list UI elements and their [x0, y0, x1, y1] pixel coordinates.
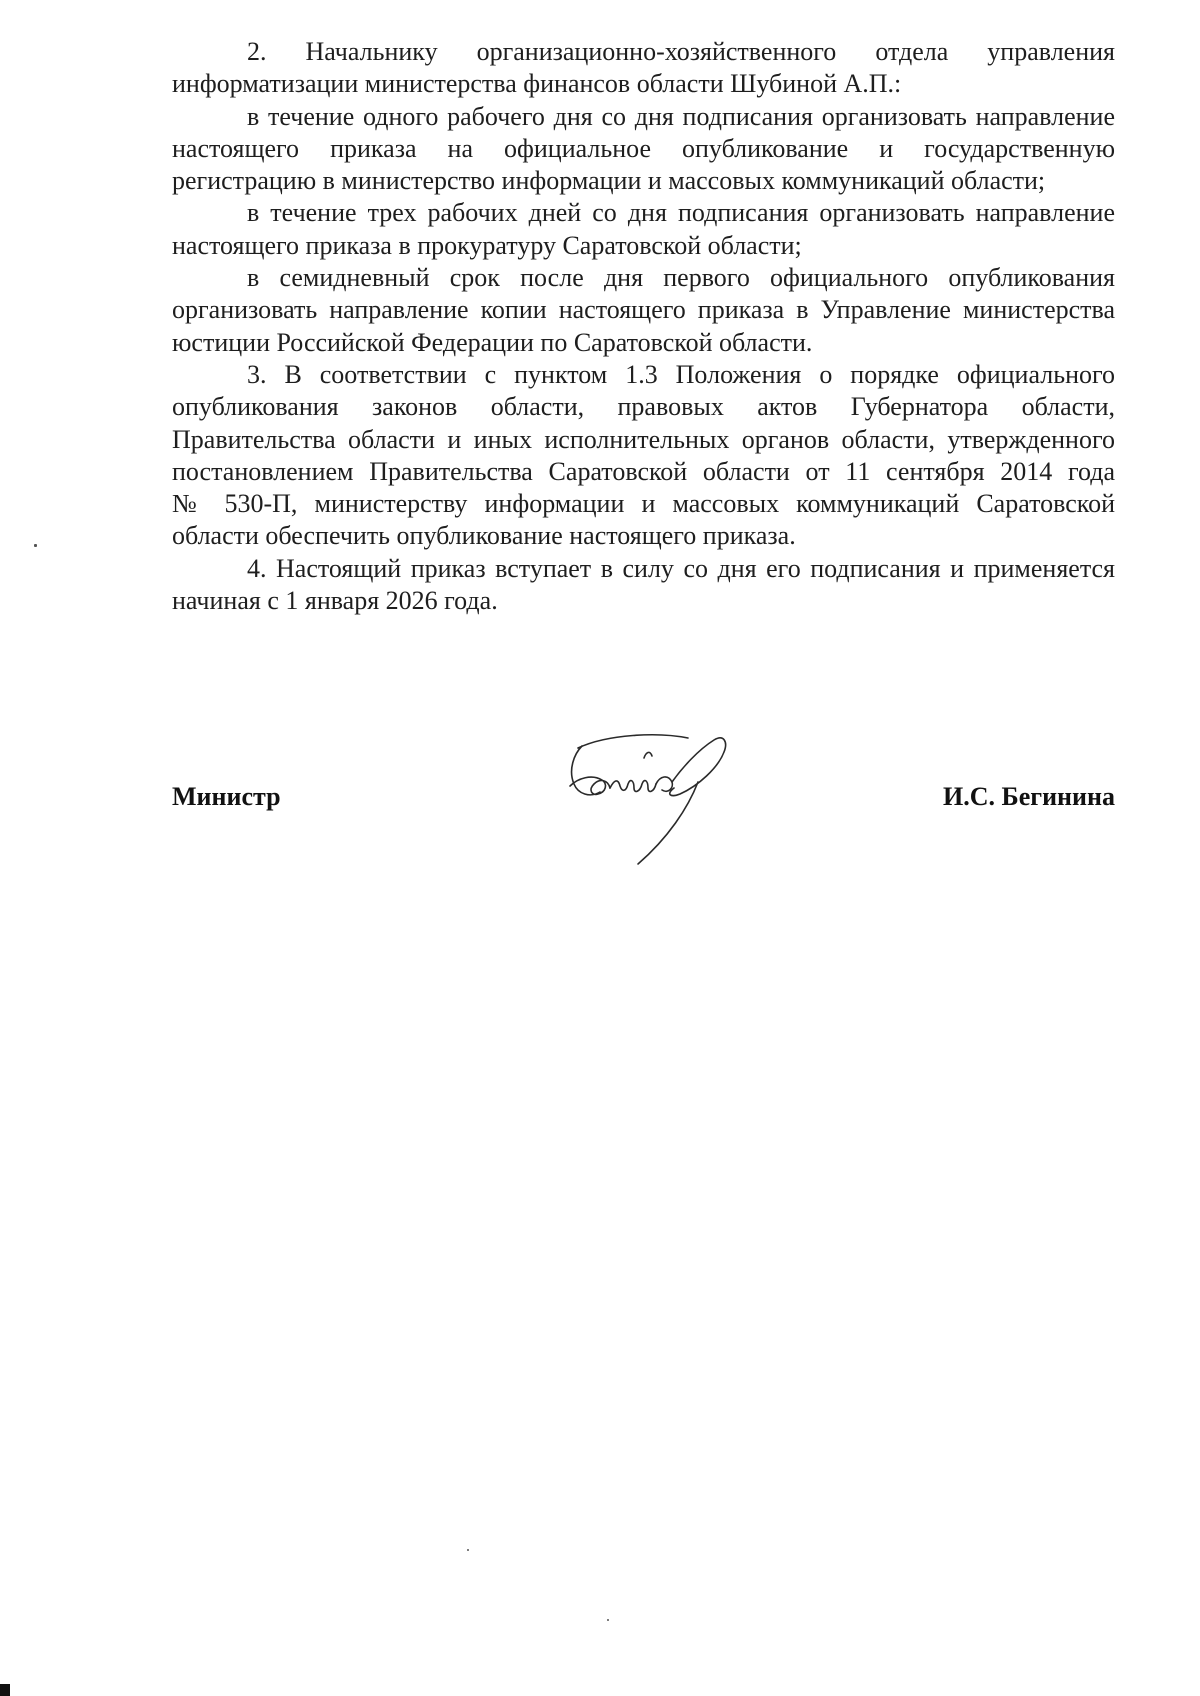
scan-edge-mark	[0, 1684, 10, 1696]
signer-name: И.С. Бегинина	[943, 782, 1115, 811]
signer-title: Министр	[172, 782, 281, 811]
paragraph-subitem-justice-copy: в семидневный срок после дня первого официального опубликования организовать направление копии настоящего приказа в Управление министерства юстиции Российской Федерации по Саратовской области.	[172, 263, 1115, 357]
paragraph-item-2: 2. Начальнику организационно-хозяйственного отдела управления информатизации министерства финансов области Шубиной А.П.:	[172, 37, 1115, 99]
scan-speck	[34, 544, 37, 547]
paragraph-item-4: 4. Настоящий приказ вступает в силу со дня его подписания и применяется начиная с 1 января 2026 года.	[172, 553, 1115, 616]
scan-speck	[467, 1549, 469, 1551]
document-body	[172, 36, 1115, 617]
scan-speck	[607, 1619, 609, 1621]
paragraph-subitem-prosecutor: в течение трех рабочих дней со дня подписания организовать направление настоящего приказа в прокуратуру Саратовской области;	[172, 198, 1115, 260]
paragraph-subitem-publication: в течение одного рабочего дня со дня подписания организовать направление настоящего приказа на официальное опубликование и государственную регистрацию в министерство информации и массовых коммуникаций области;	[172, 101, 1115, 196]
handwritten-signature	[548, 728, 768, 868]
paragraph-item-3: 3. В соответствии с пунктом 1.3 Положения о порядке официального опубликования законов области, правовых актов Губернатора области, Правительства области и иных исполнительных органов области, утвержденного постановлением Правительства Саратовской области от 11 сентября 2014 года № 530-П, министерству информации и массовых коммуникаций Саратовской области обеспечить опубликование настоящего приказа.	[172, 359, 1115, 551]
